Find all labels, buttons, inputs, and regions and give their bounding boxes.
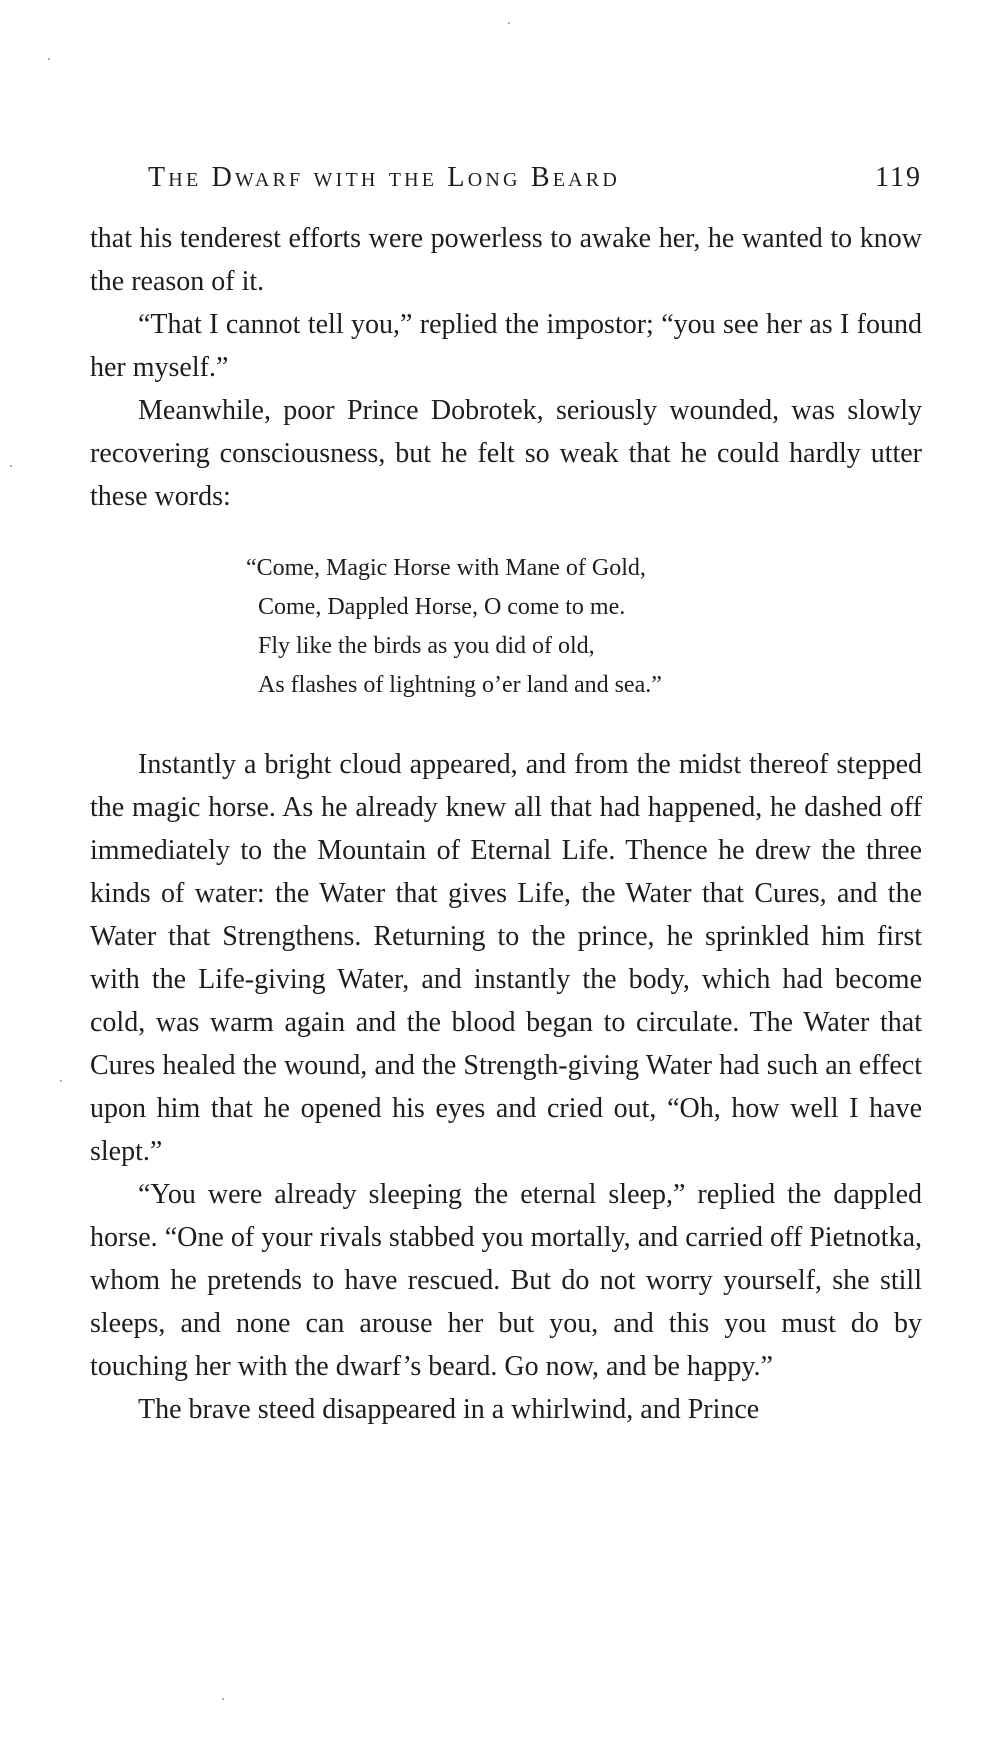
verse-line: Come, Dappled Horse, O come to me.: [258, 594, 626, 620]
paper-speck: [222, 1698, 224, 1700]
verse-block: [246, 549, 818, 705]
paper-speck: [60, 1080, 62, 1082]
verse-line: Fly like the birds as you did of old,: [258, 633, 595, 659]
paragraph: Instantly a bright cloud appeared, and from the midst thereof stepped the magic horse. As he already knew all that had happened, he dashed off immediately to the Mountain of Eternal Life. Thence he drew the three kinds of water: the Water that gives Life, the Water that Cures, and the Water that Strengthens. Returning to the prince, he sprinkled him first with the Life-giving Water, and instantly the body, which had become cold, was warm again and the blood began to circulate. The Water that Cures healed the wound, and the Strength-giving Water had such an effect upon him that he opened his eyes and cried out, “Oh, how well I have slept.”: [90, 749, 922, 1167]
verse-line: As flashes of lightning o’er land and sea.”: [258, 672, 662, 698]
paragraph: The brave steed disappeared in a whirlwind, and Prince: [138, 1394, 760, 1425]
paragraph-continued: that his tenderest efforts were powerless to awake her, he wanted to know the reason of it.: [90, 223, 922, 297]
paper-speck: [508, 22, 510, 24]
paragraph: “That I cannot tell you,” replied the impostor; “you see her as I found her myself.”: [90, 309, 922, 383]
paragraph: “You were already sleeping the eternal sleep,” replied the dappled horse. “One of your rivals stabbed you mortally, and carried off Pietnotka, whom he pretends to have rescued. But do not worry yourself, she still sleeps, and none can arouse her but you, and this you must do by touching her with the dwarf’s beard. Go now, and be happy.”: [90, 1179, 922, 1382]
verse-line: “Come, Magic Horse with Mane of Gold,: [246, 555, 646, 581]
paper-speck: [10, 465, 12, 467]
page-number: 119: [875, 162, 922, 193]
body-text-bottom: [90, 743, 922, 1431]
running-head: [148, 162, 922, 202]
running-head-title: The Dwarf with the Long Beard: [148, 162, 620, 193]
body-text-top: [90, 217, 922, 518]
paragraph: Meanwhile, poor Prince Dobrotek, seriously wounded, was slowly recovering consciousness, but he felt so weak that he could hardly utter these words:: [90, 395, 922, 512]
paper-speck: [48, 58, 50, 60]
